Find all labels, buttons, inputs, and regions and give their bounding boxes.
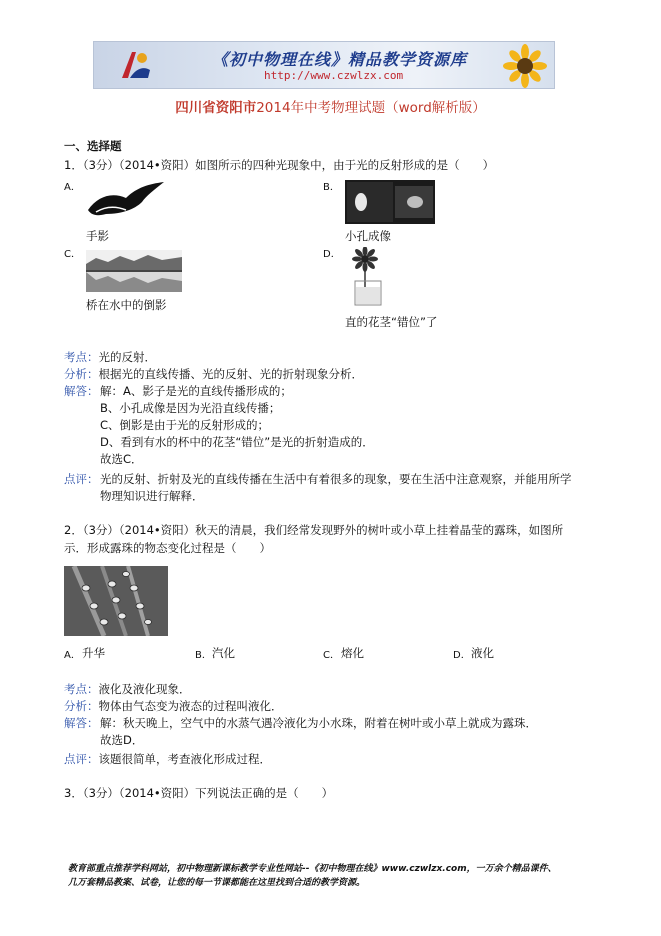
q1-image-bridge-reflection — [86, 250, 182, 292]
site-logo-icon — [118, 48, 152, 82]
q1-jieda-label: 解答： — [64, 384, 99, 398]
q1-option-d-caption: 直的花茎“错位”了 — [345, 315, 438, 329]
q1-option-b-letter: B． — [323, 182, 340, 193]
q2-option-d-letter: D． — [453, 650, 471, 661]
q1-stem: 1．（3分）（2014•资阳）如图所示的四种光现象中，由于光的反射形成的是（ ） — [64, 158, 495, 172]
q2-option-b-letter: B． — [195, 650, 212, 661]
q2-option-a-text: 升华 — [82, 646, 105, 660]
q1-jieda-line-5: 故选C． — [100, 452, 143, 466]
q1-jieda-line-4: D、看到有水的杯中的花茎“错位”是光的折射造成的． — [100, 435, 374, 449]
q1-image-pinhole — [345, 180, 435, 224]
q1-jieda-line-2: B、小孔成像是因为光沿直线传播； — [100, 401, 281, 415]
q2-dianping — [64, 752, 271, 767]
q1-image-flower-in-glass — [345, 247, 393, 307]
q1-fenxi-text: 根据光的直线传播、光的反射、光的折射现象分析． — [98, 367, 363, 381]
footer-line-2: 几万套精品教案、试卷，让您的每一节课都能在这里找到合适的教学资源。 — [68, 878, 366, 888]
q2-fenxi-label: 分析： — [64, 699, 99, 713]
q2-option-b-text: 汽化 — [212, 646, 235, 660]
q1-option-b-caption: 小孔成像 — [345, 229, 391, 243]
footer-line-1: 教育部重点推荐学科网站，初中物理新课标教学专业性网站--《初中物理在线》www.czwlzx.com，一万余个精品课件、 — [68, 864, 557, 874]
q2-option-a-letter: A． — [64, 650, 81, 661]
q2-fenxi — [64, 699, 283, 714]
q1-option-c-caption: 桥在水中的倒影 — [86, 298, 167, 312]
q1-option-a-caption: 手影 — [86, 229, 109, 243]
q3-stem: 3．（3分）（2014•资阳）下列说法正确的是（ ） — [64, 786, 334, 800]
q1-image-hand-shadow — [86, 180, 166, 224]
q2-jieda-label: 解答： — [64, 716, 99, 730]
q2-kaodian — [64, 682, 191, 697]
q2-kaodian-label: 考点： — [64, 682, 99, 696]
banner-url[interactable]: http://www.czwlzx.com — [264, 69, 404, 82]
header-banner — [93, 41, 555, 89]
q2-dianping-text: 该题很简单，考查液化形成过程． — [98, 752, 271, 766]
q2-option-d-text: 液化 — [471, 646, 494, 660]
q1-dianping-label: 点评： — [64, 472, 99, 486]
q2-dianping-label: 点评： — [64, 752, 99, 766]
q1-kaodian-label: 考点： — [64, 350, 99, 364]
q1-dianping-line-1: 光的反射、折射及光的直线传播在生活中有着很多的现象，要在生活中注意观察，并能用所学 — [100, 472, 572, 486]
q1-kaodian-text: 光的反射． — [98, 350, 156, 364]
banner-title: 《初中物理在线》精品教学资源库 — [212, 50, 468, 69]
q2-stem-line-1: 2．（3分）（2014•资阳）秋天的清晨，我们经常发现野外的树叶或小草上挂着晶莹的露珠，如图所 — [64, 523, 564, 537]
q2-fenxi-text: 物体由气态变为液态的过程叫液化． — [98, 699, 283, 713]
q1-jieda-line-3: C、倒影是由于光的反射形成的； — [100, 418, 270, 432]
q1-dianping-line-2: 物理知识进行解释． — [100, 489, 204, 503]
q2-jieda-line-2: 故选D． — [100, 733, 144, 747]
q1-option-a-letter: A． — [64, 182, 81, 193]
q1-kaodian — [64, 350, 156, 365]
document-title: 四川省资阳市2014年中考物理试题（word解析版） — [175, 100, 486, 116]
q1-jieda-line-1: 解：A、影子是光的直线传播形成的； — [100, 384, 292, 398]
q2-option-c-letter: C． — [323, 650, 340, 661]
q2-image-dewdrops — [64, 566, 168, 636]
page-footer — [68, 862, 557, 890]
q2-stem-line-2: 示．形成露珠的物态变化过程是（ ） — [64, 541, 271, 555]
q2-option-c-text: 熔化 — [341, 646, 364, 660]
sunflower-icon — [500, 44, 550, 88]
q1-fenxi — [64, 367, 363, 382]
q2-kaodian-text: 液化及液化现象． — [98, 682, 191, 696]
section-heading: 一、选择题 — [64, 139, 122, 153]
q1-fenxi-label: 分析： — [64, 367, 99, 381]
q1-option-d-letter: D． — [323, 249, 341, 260]
q2-jieda-line-1: 解：秋天晚上，空气中的水蒸气遇冷液化为小水珠，附着在树叶或小草上就成为露珠． — [100, 716, 537, 730]
q1-option-c-letter: C． — [64, 249, 81, 260]
